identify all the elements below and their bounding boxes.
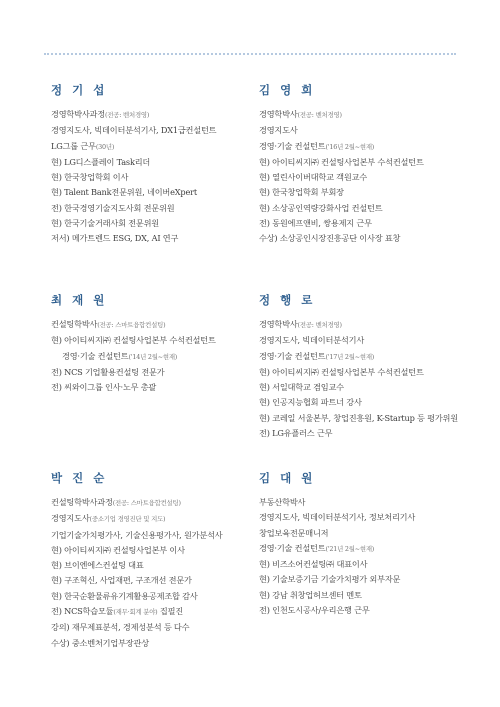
profile-detail-line	[259, 380, 479, 395]
profile-detail-line	[51, 573, 271, 588]
profile-details	[51, 107, 271, 247]
profile-detail-line	[51, 317, 271, 333]
detail-text: 현) 아이티씨지㈜ 컨설팅사업본부 이사	[51, 544, 185, 555]
profile-detail-line	[51, 365, 271, 380]
detail-text: 현) 코레일 서울본부, 창업진흥원, K-Startup 등 평가위원	[259, 412, 458, 423]
detail-text: 컨설팅학박사과정	[51, 497, 113, 507]
profile-detail-line	[51, 620, 271, 635]
detail-text: 경영학박사	[259, 109, 298, 119]
profile-detail-line	[259, 588, 479, 603]
profile-card-6	[259, 470, 479, 618]
detail-text: 현) 브이엔에스컨설팅 대표	[51, 560, 144, 571]
profile-detail-line	[259, 365, 479, 380]
detail-text: 전) NCS학습모듈	[51, 606, 114, 617]
detail-text: 현) Talent Bank전문위원, 네이버eXpert	[51, 187, 197, 198]
detail-text: 전) 한국경영기술지도사회 전문위원	[51, 202, 175, 213]
detail-text: 수상) 중소벤처기업부장관상	[51, 637, 149, 648]
profile-detail-line	[259, 139, 479, 155]
detail-text: 경영·기술 컨설턴트	[259, 542, 326, 553]
detail-text: 경영지도사, 빅데이터분석기사, 정보처리기사	[259, 512, 416, 523]
profile-detail-line	[51, 155, 271, 170]
detail-text: 전) LG유플러스 근무	[259, 428, 333, 439]
detail-text: 경영·기술 컨설턴트	[259, 350, 326, 361]
profile-detail-line	[259, 395, 479, 410]
detail-text-suffix: 집필진	[157, 606, 184, 617]
profile-detail-line	[259, 216, 479, 231]
detail-text: 현) 비즈소어컨설팅㈜ 대표이사	[259, 559, 368, 570]
profile-name: 정 행 로	[259, 293, 316, 307]
detail-note: (30년)	[95, 142, 115, 151]
profile-name: 김 대 원	[259, 471, 316, 485]
profile-detail-line	[259, 123, 479, 138]
detail-text: 경영지도사	[51, 513, 90, 524]
detail-text: 현) 구조혁신, 사업재편, 구조개선 전문가	[51, 575, 192, 586]
profile-detail-line	[259, 510, 479, 525]
detail-note: ('17년 2월~현재)	[325, 352, 375, 361]
detail-text: 전) NCS 기업활용컨설팅 전문가	[51, 366, 165, 377]
detail-note: (재무·회계 분야)	[113, 608, 158, 617]
detail-text: 전) 인천도시공사/우리은행 근무	[259, 605, 370, 616]
detail-text: 저서) 메가트렌드 ESG, DX, AI 연구	[51, 233, 179, 244]
detail-text: 현) 열린사이버대학교 객원교수	[259, 172, 368, 183]
profile-details	[51, 495, 271, 651]
detail-text: 경영학박사과정	[51, 109, 105, 119]
detail-text: 현) 기술보증기금 기술가치평가 외부자문	[259, 574, 401, 585]
profile-detail-line	[259, 603, 479, 618]
detail-note: (중소기업 경영진단 및 지도)	[89, 515, 166, 524]
detail-text: 경영지도사, 빅데이터분석기사	[259, 335, 365, 346]
profile-detail-line	[51, 511, 271, 527]
detail-text: 경영지도사, 빅데이터분석기사, DX1급컨설턴트	[51, 125, 217, 136]
profile-detail-line	[259, 231, 479, 246]
profile-detail-line	[51, 543, 271, 558]
profile-detail-line	[51, 380, 271, 395]
profile-detail-line	[259, 557, 479, 572]
profile-detail-line	[259, 572, 479, 587]
detail-text: 현) 소상공인역량강화사업 컨설턴트	[259, 202, 383, 213]
detail-note: (전공: 스마트융합컨설팅)	[112, 499, 181, 507]
detail-text: 기업기술가치평가사, 기술신용평가사, 원가분석사	[51, 529, 223, 540]
detail-text: 현) 한국순환물류유기계활용공제조합 감사	[51, 590, 198, 601]
profile-detail-line	[259, 333, 479, 348]
detail-text: 경영지도사	[259, 125, 298, 136]
detail-text: 전) 동원에프앤비, 쌍용제지 근무	[259, 218, 372, 229]
profile-detail-line	[51, 170, 271, 185]
detail-text: 현) LG디스플레이 Task리더	[51, 156, 151, 167]
profile-detail-line	[259, 317, 479, 333]
detail-note: ('21년 2월~현재)	[325, 544, 375, 553]
profile-detail-line	[51, 185, 271, 200]
profile-detail-line	[51, 349, 271, 365]
profile-card-3	[51, 292, 271, 395]
profile-detail-line	[259, 170, 479, 185]
profile-card-4	[259, 292, 479, 441]
profile-detail-line	[51, 604, 271, 620]
profile-detail-line	[259, 155, 479, 170]
detail-note: (전공: 벤처경영)	[104, 111, 150, 119]
detail-note: (전공: 벤처경영)	[297, 321, 342, 329]
detail-text: 현) 한국창업학회 이사	[51, 172, 129, 183]
detail-note: (전공: 스마트융합컨설팅)	[97, 321, 166, 329]
profile-detail-line	[259, 526, 479, 541]
profile-detail-line	[51, 528, 271, 543]
detail-text: 현) 한국창업학회 부회장	[259, 187, 344, 198]
detail-note: ('16년 2월~현재)	[325, 142, 375, 151]
detail-text: 현) 서일대학교 겸임교수	[259, 382, 344, 393]
detail-text: 현) 한국기술거래사회 전문위원	[51, 218, 160, 229]
detail-text: 수상) 소상공인시장진흥공단 이사장 표창	[259, 233, 401, 244]
detail-text: LG그룹 근무	[51, 140, 96, 151]
profile-detail-line	[259, 541, 479, 557]
detail-text: 현) 강남 취창업허브센터 멘토	[259, 589, 362, 600]
detail-text: 현) 아이티씨지㈜ 컨설팅사업본부 수석컨설턴트	[259, 366, 424, 377]
profile-details	[51, 317, 271, 395]
detail-text: 경영·기술 컨설턴트	[62, 350, 129, 361]
profile-detail-line	[259, 201, 479, 216]
detail-text: 현) 아이티씨지㈜ 컨설팅사업본부 수석컨설턴트	[51, 335, 216, 346]
profile-card-5	[51, 470, 271, 651]
profile-detail-line	[51, 636, 271, 651]
detail-text: 현) 아이티씨지㈜ 컨설팅사업본부 수석컨설턴트	[259, 156, 424, 167]
profile-detail-line	[259, 349, 479, 365]
detail-note: ('14년 2월~현재)	[128, 352, 178, 361]
profile-detail-line	[51, 107, 271, 123]
detail-text: 부동산학박사	[259, 497, 306, 507]
profile-name: 정 기 섭	[51, 83, 108, 97]
profile-details	[259, 317, 479, 441]
profile-name: 최 재 원	[51, 293, 108, 307]
profile-detail-line	[51, 201, 271, 216]
profile-detail-line	[51, 123, 271, 138]
profile-detail-line	[51, 216, 271, 231]
profile-detail-line	[259, 185, 479, 200]
detail-text: 강의) 재무제표분석, 경제성분석 등 다수	[51, 622, 190, 633]
profile-name: 박 진 순	[51, 471, 108, 485]
profile-detail-line	[259, 495, 479, 510]
profile-detail-line	[259, 426, 479, 441]
profile-details	[259, 495, 479, 618]
detail-text: 경영학박사	[259, 319, 298, 329]
top-dotted-divider	[44, 53, 456, 55]
detail-note: (전공: 벤처경영)	[297, 111, 342, 119]
profile-detail-line	[51, 139, 271, 155]
profile-card-1	[51, 82, 271, 247]
profile-detail-line	[51, 558, 271, 573]
profile-detail-line	[259, 107, 479, 123]
profile-detail-line	[259, 411, 479, 426]
detail-text: 경영·기술 컨설턴트	[259, 140, 326, 151]
detail-text: 현) 인공지능협회 파트너 강사	[259, 397, 362, 408]
detail-text: 창업보육전문매니저	[259, 527, 329, 538]
profile-detail-line	[51, 231, 271, 246]
detail-text: 컨설팅학박사	[51, 319, 98, 329]
profile-detail-line	[51, 333, 271, 348]
detail-text: 전) 씨와이그룹 인사·노무 총괄	[51, 382, 157, 393]
profile-card-2	[259, 82, 479, 247]
profile-name: 김 영 희	[259, 83, 316, 97]
profile-detail-line	[51, 495, 271, 511]
profile-details	[259, 107, 479, 247]
profile-detail-line	[51, 589, 271, 604]
